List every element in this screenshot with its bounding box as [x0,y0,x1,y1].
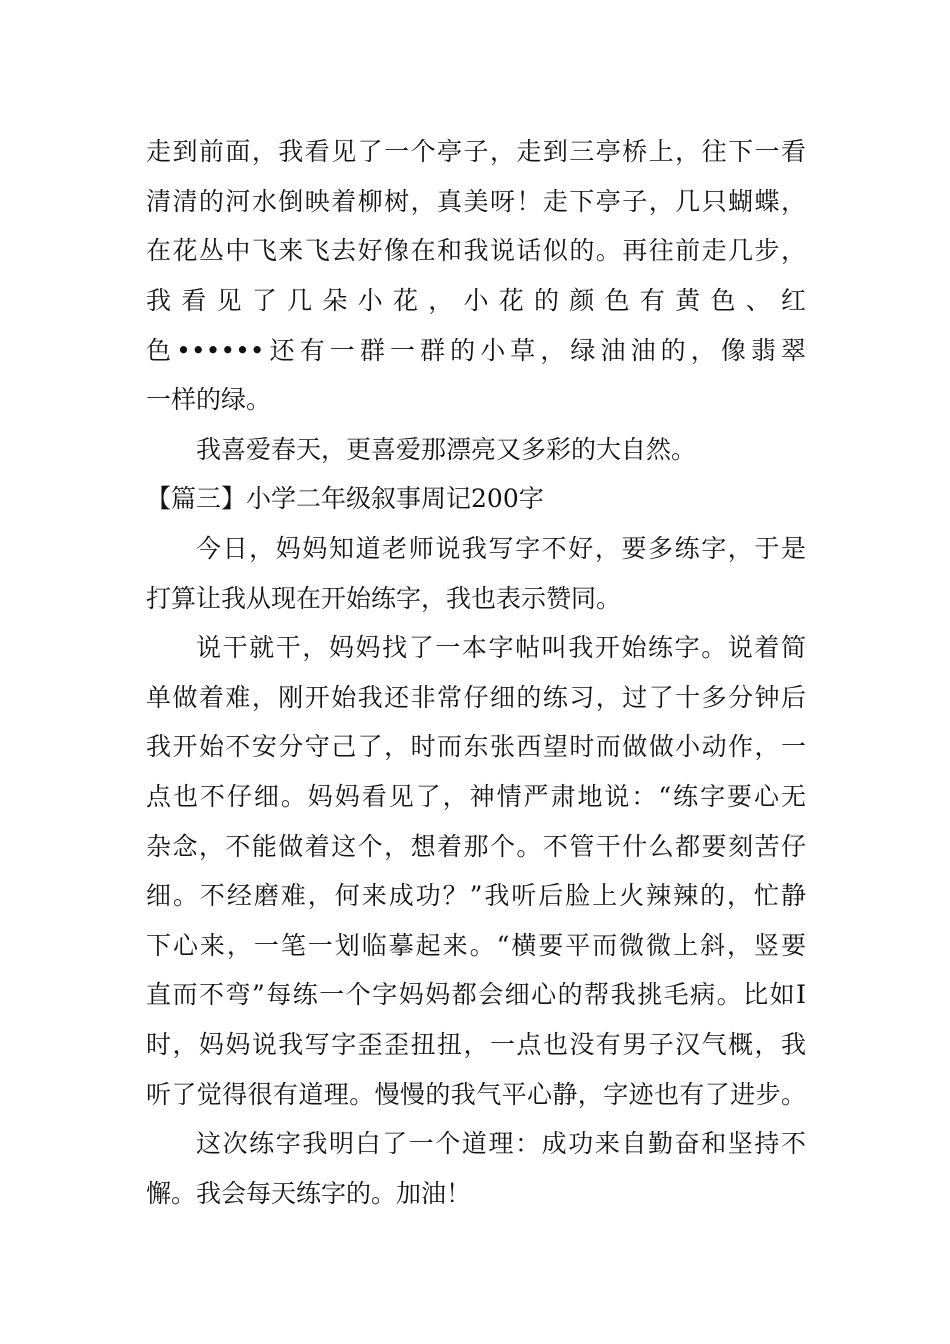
paragraph-line: 今日，妈妈知道老师说我写字不好，要多练字，于是 [196,534,806,563]
paragraph-line: 点也不仔细。妈妈看见了，神情严肃地说：“练字要心无 [146,782,806,811]
paragraph-line: 直而不弯”每练一个字妈妈都会细心的帮我挑毛病。比如Ⅰ [146,980,806,1009]
paragraph-line: 我 看 见 了 几 朵 小 花 ， 小 花 的 颜 色 有 黄 色 、 红 [146,286,806,315]
paragraph-line: 这次练字我明白了一个道理：成功来自勤奋和坚持不 [196,1129,806,1158]
paragraph-line: 懈。我会每天练字的。加油！ [146,1179,472,1208]
paragraph-line: 下心来，一笔一划临摹起来。“横要平而微微上斜，竖要 [146,931,806,960]
paragraph-line: 单做着难，刚开始我还非常仔细的练习，过了十多分钟后 [146,683,806,712]
paragraph-line: 杂念，不能做着这个，想着那个。不管干什么都要刻苦仔 [146,832,806,861]
paragraph-line: 我喜爱春天，更喜爱那漂亮又多彩的大自然。 [196,435,697,464]
paragraph-line: 清清的河水倒映着柳树，真美呀！走下亭子，几只蝴蝶， [146,187,806,216]
paragraph-line: 我开始不安分守己了，时而东张西望时而做做小动作，一 [146,732,806,761]
paragraph-line: 在花丛中飞来飞去好像在和我说话似的。再往前走几步， [146,236,806,265]
section-heading: 【篇三】小学二年级叙事周记200字 [146,484,544,513]
paragraph-line: 打算让我从现在开始练字，我也表示赞同。 [146,584,622,613]
paragraph-line: 走到前面，我看见了一个亭子，走到三亭桥上，往下一看 [146,137,806,166]
paragraph-line: 一样的绿。 [146,385,272,414]
paragraph-line: 说干就干，妈妈找了一本字帖叫我开始练字。说着简 [196,633,806,662]
paragraph-line: 色••••••还有一群一群的小草，绿油油的，像翡翠 [146,336,806,365]
paragraph-line: 细。不经磨难，何来成功？”我听后脸上火辣辣的，忙静 [146,881,806,910]
paragraph-line: 时，妈妈说我写字歪歪扭扭，一点也没有男子汉气概，我 [146,1030,806,1059]
paragraph-line: 听了觉得很有道理。慢慢的我气平心静，字迹也有了进步。 [146,1080,806,1109]
